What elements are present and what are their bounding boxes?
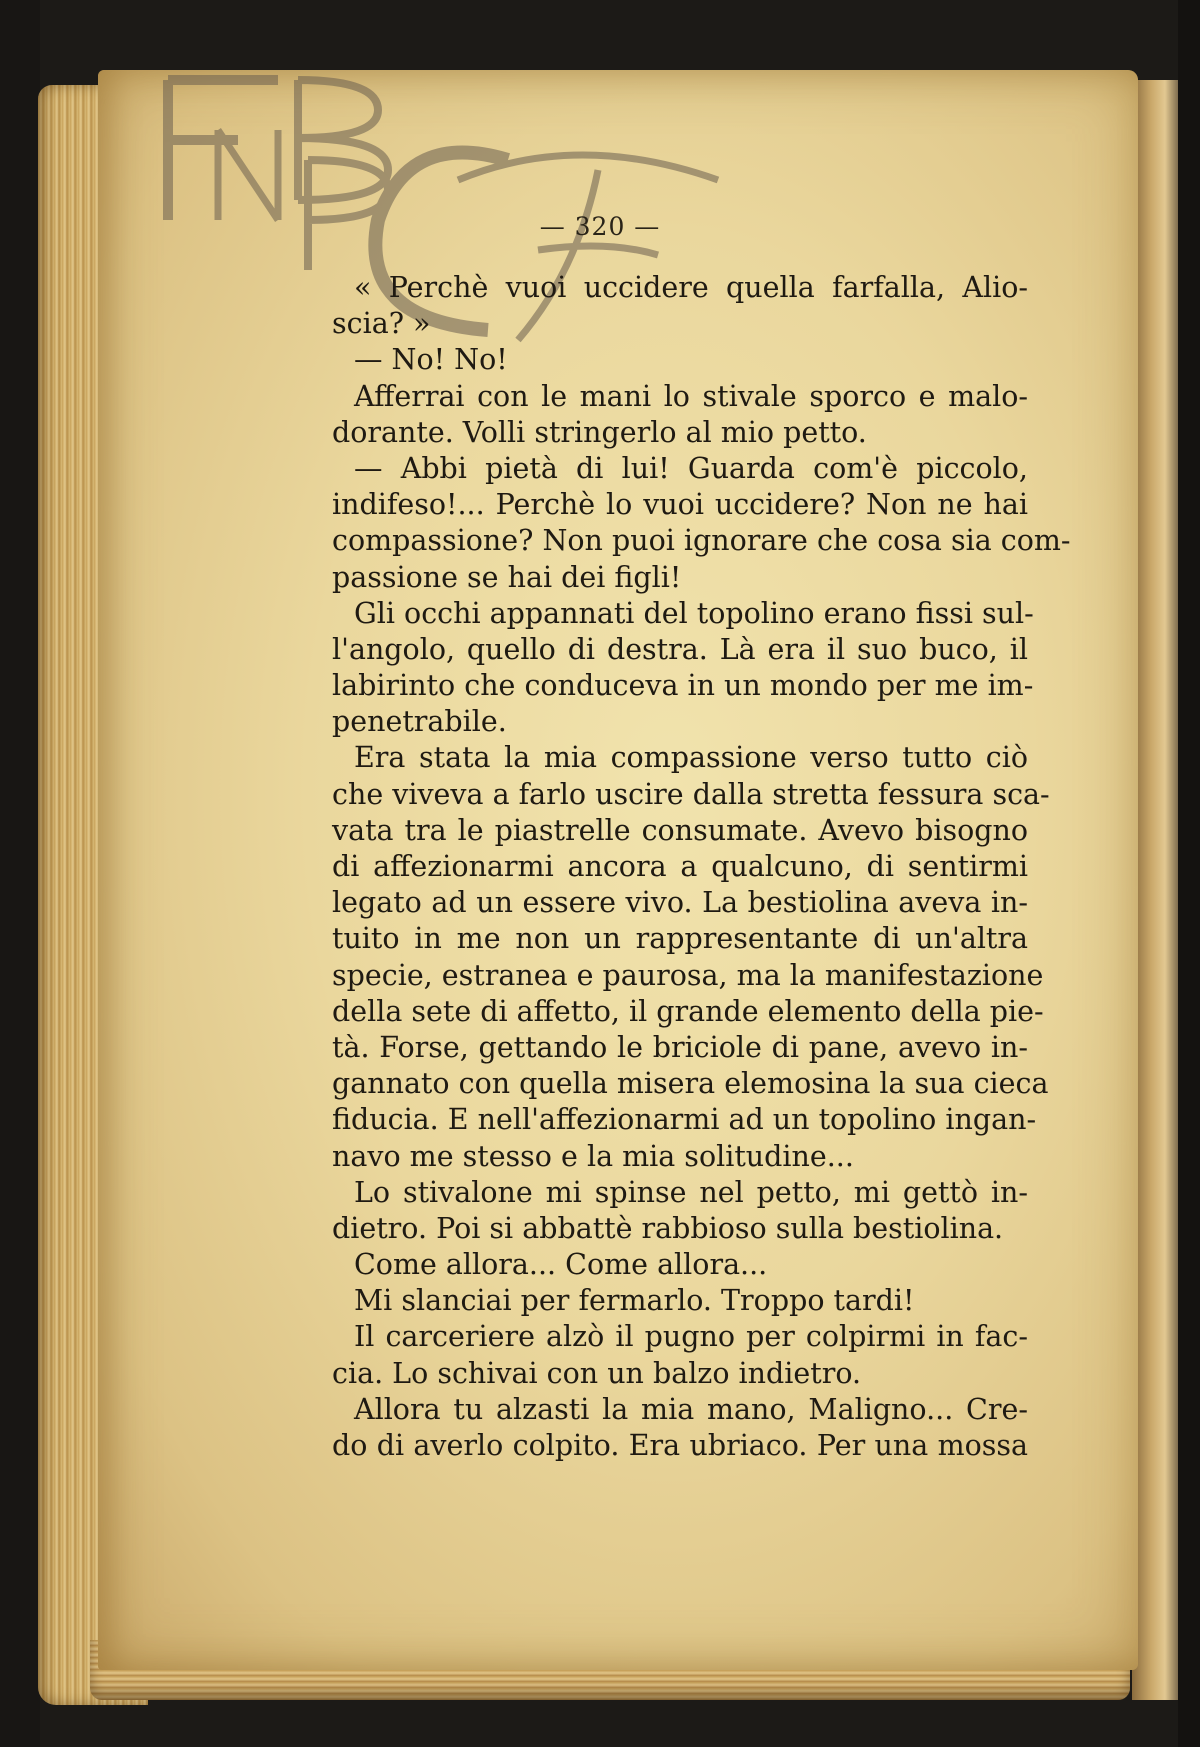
- text-line: Gli occhi appannati del topolino erano fissi sul-: [354, 596, 1034, 630]
- text-line: Afferrai con le mani lo stivale sporco e malo-: [354, 379, 1028, 413]
- text-line: tuito in me non un rappresentante di un'altra: [332, 922, 1028, 956]
- text-line: dietro. Poi si abbattè rabbioso sulla bestiolina.: [332, 1211, 1004, 1245]
- text-line: che viveva a farlo uscire dalla stretta fessura sca-: [332, 777, 1050, 811]
- text-line: « Perchè vuoi uccidere quella farfalla, Alio-: [354, 271, 1028, 304]
- text-line: Il carceriere alzò il pugno per colpirmi in fac-: [354, 1320, 1028, 1354]
- text-line: legato ad un essere vivo. La bestiolina aveva in-: [332, 886, 1028, 920]
- text-line: fiducia. E nell'affezionarmi ad un topolino ingan-: [332, 1103, 1037, 1137]
- background-left: [0, 0, 40, 1747]
- text-line: — No! No!: [354, 343, 508, 377]
- text-line: dorante. Volli stringerlo al mio petto.: [332, 415, 867, 449]
- text-line: cia. Lo schivai con un balzo indietro.: [332, 1356, 862, 1390]
- text-line: tà. Forse, gettando le briciole di pane, avevo in-: [332, 1030, 1028, 1064]
- text-line: Era stata la mia compassione verso tutto ciò: [354, 741, 1028, 775]
- text-line: Allora tu alzasti la mia mano, Maligno... Cre-: [354, 1392, 1028, 1426]
- text-line: — Abbi pietà di lui! Guarda com'è piccolo,: [354, 451, 1028, 485]
- text-line: della sete di affetto, il grande elemento della pie-: [332, 994, 1044, 1028]
- text-line: l'angolo, quello di destra. Là era il suo buco, il: [332, 632, 1028, 666]
- text-line: do di averlo colpito. Era ubriaco. Per una mossa: [332, 1429, 1028, 1462]
- text-line: Lo stivalone mi spinse nel petto, mi gettò in-: [354, 1175, 1028, 1209]
- text-line: specie, estranea e paurosa, ma la manifestazione: [332, 958, 1044, 992]
- text-line: indifeso!... Perchè lo vuoi uccidere? Non ne hai: [332, 488, 1028, 522]
- page-number: — 320 —: [539, 212, 661, 241]
- background-right: [1178, 0, 1200, 1747]
- text-line: gannato con quella misera elemosina la sua cieca: [332, 1067, 1049, 1101]
- page-text: [332, 270, 1071, 1464]
- text-line: navo me stesso e la mia solitudine...: [332, 1139, 854, 1173]
- text-line: compassione? Non puoi ignorare che cosa sia com-: [332, 524, 1071, 558]
- text-line: passione se hai dei figli!: [332, 560, 682, 594]
- text-line: scia? »: [332, 307, 431, 341]
- text-line: Come allora... Come allora...: [354, 1248, 768, 1282]
- text-line: di affezionarmi ancora a qualcuno, di sentirmi: [332, 850, 1028, 883]
- text-line: Mi slanciai per fermarlo. Troppo tardi!: [354, 1284, 915, 1318]
- text-line: penetrabile.: [332, 705, 507, 739]
- text-line: vata tra le piastrelle consumate. Avevo bisogno: [332, 813, 1028, 847]
- text-line: labirinto che conduceva in un mondo per me im-: [332, 669, 1034, 703]
- watermark-text: FNPCF: [158, 70, 162, 71]
